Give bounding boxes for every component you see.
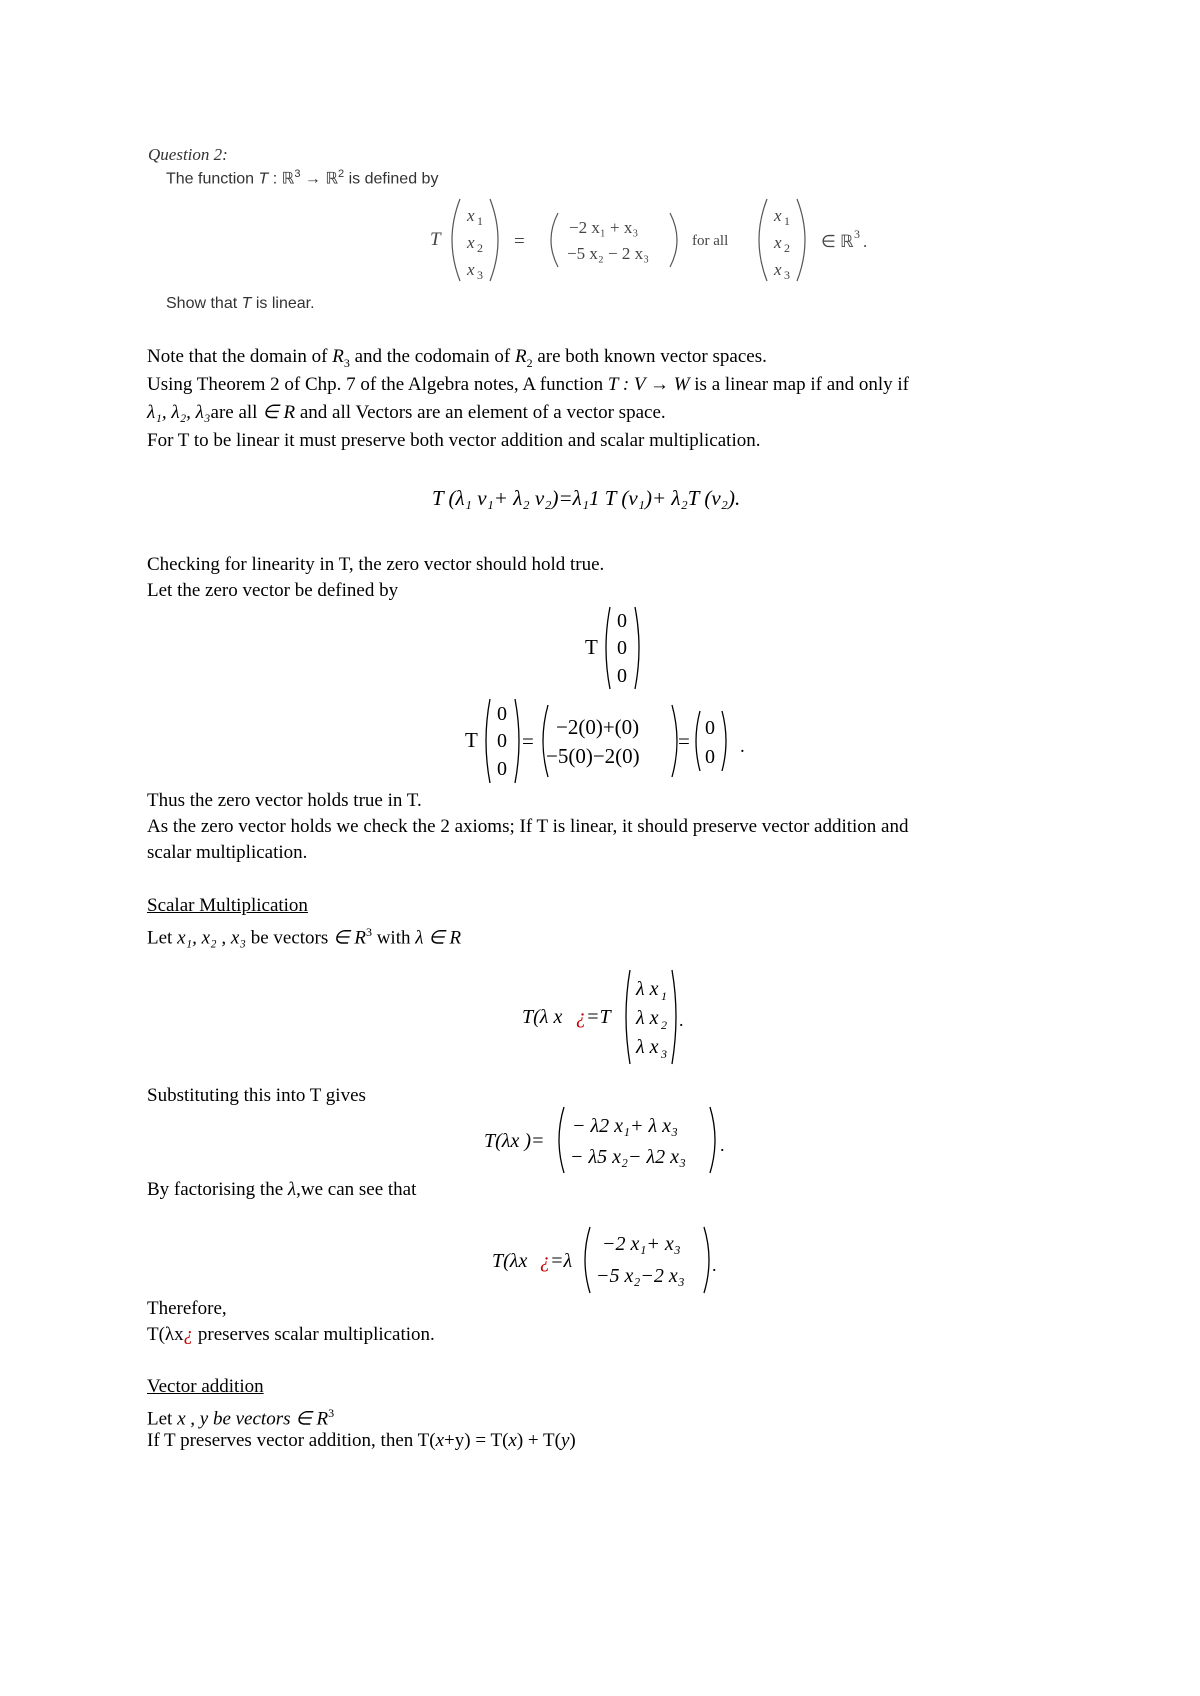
- p14-math: x , y be vectors ∈ R: [177, 1408, 329, 1430]
- fac-row2: −5 x₂−2 x₃: [596, 1265, 685, 1287]
- def-forall-rparen: [797, 199, 805, 281]
- def-x3: x: [467, 260, 475, 279]
- def-forall-lparen: [759, 199, 767, 281]
- intro-codomain-exp: 2: [338, 168, 345, 180]
- question-definition-equation: [430, 195, 950, 285]
- question-title: Question 2:: [148, 145, 228, 164]
- sm-r2: λ x: [636, 1007, 659, 1029]
- zero-vector-evaluation: [460, 697, 760, 787]
- sm-rparen: [672, 970, 676, 1064]
- zero-def-T: T: [585, 635, 598, 659]
- p9-exp: 3: [365, 925, 372, 939]
- equation-linearity: T (λ₁ v₁+ λ₂ v₂)=λ₁1 T (v₁)+ λ₂T (v₂).: [432, 486, 741, 510]
- p13-text: preserves scalar multiplication.: [197, 1324, 435, 1345]
- substitution-equation: [484, 1105, 734, 1175]
- sm-r1: λ x: [636, 978, 659, 1000]
- intro-domain: ℝ: [281, 170, 295, 188]
- p14-let: Let: [147, 1408, 173, 1430]
- factorised-equation: [492, 1225, 732, 1295]
- zero-eval-r1: 0: [705, 717, 715, 739]
- zero-eval-lparen: [486, 699, 490, 783]
- p15-y: y: [560, 1430, 570, 1451]
- p1-text-c: are both known vector spaces.: [537, 346, 767, 367]
- show-text-2: is linear.: [255, 295, 315, 312]
- paragraph-conclusion-scalar: [147, 1322, 435, 1348]
- sm-s1: 1: [661, 989, 667, 1003]
- p2-text-a: Using Theorem 2 of Chp. 7 of the Algebra notes, A function: [147, 374, 604, 395]
- p13-lhs: T(λx: [147, 1324, 184, 1345]
- p1-text-b: and the codomain of: [354, 346, 511, 367]
- p11-text-b: ,we can see that: [296, 1179, 417, 1200]
- zero-eval-res-rparen: [722, 711, 726, 771]
- sub-period: .: [720, 1135, 725, 1155]
- intro-codomain: ℝ: [325, 170, 339, 188]
- def-x2: x: [467, 233, 475, 252]
- def-row2: −5 x₂ − 2 x₃: [567, 244, 650, 263]
- p15-text-a: If T preserves vector addition, then T(: [147, 1430, 436, 1451]
- intro-arrow: →: [304, 170, 321, 188]
- sm-s3: 3: [661, 1047, 667, 1061]
- p9-let: Let: [147, 927, 173, 949]
- paragraph-zero-define: Let the zero vector be defined by: [147, 580, 399, 601]
- def-x1: x: [467, 206, 475, 225]
- def-fa-sub2: 2: [784, 241, 790, 255]
- zero-eval-rparen: [515, 699, 519, 783]
- show-T: T: [241, 295, 252, 312]
- def-lparen: [452, 199, 460, 281]
- p15-x2: x: [508, 1430, 517, 1451]
- paragraph-substituting: Substituting this into T gives: [147, 1085, 366, 1106]
- zero-eval-period: .: [740, 736, 745, 757]
- sm-eqT: =T: [586, 1006, 611, 1028]
- p14-exp: 3: [328, 1406, 335, 1420]
- def-sub3: 3: [477, 268, 483, 282]
- def-in: ∈ ℝ: [821, 232, 854, 251]
- def-rhs-rparen: [670, 213, 677, 267]
- zero-def-e1: 0: [617, 610, 627, 632]
- zero-eval-e1: 0: [497, 703, 507, 725]
- zero-def-e3: 0: [617, 665, 627, 687]
- p15-x: x: [435, 1430, 445, 1451]
- paragraph-lambdas: [147, 400, 666, 426]
- p15-text-d: ): [569, 1430, 576, 1451]
- sub-lparen: [559, 1107, 564, 1173]
- zero-eval-equals-2: =: [678, 729, 690, 753]
- fac-row1: −2 x₁+ x₃: [602, 1233, 681, 1255]
- p2-text-b: is a linear map if and only if: [694, 374, 910, 395]
- p9-text: be vectors: [250, 927, 329, 949]
- sm-red: ¿: [576, 1006, 586, 1028]
- def-rhs-lparen: [551, 213, 558, 267]
- intro-text-2: is defined by: [348, 170, 439, 188]
- p9-vectors: x₁, x₂ , x₃: [177, 927, 246, 949]
- zero-eval-res-lparen: [696, 711, 700, 771]
- question-intro: [166, 168, 438, 188]
- heading-scalar-multiplication: Scalar Multiplication: [147, 895, 308, 916]
- sm-period: .: [679, 1010, 684, 1030]
- scalar-mult-equation: [522, 968, 702, 1068]
- p15-text-c: ) + T(: [516, 1430, 561, 1451]
- p3-text-a: are all: [210, 402, 258, 423]
- def-fa-x2: x: [774, 233, 782, 252]
- p13-red: ¿: [183, 1324, 194, 1345]
- show-text: Show that: [166, 295, 238, 312]
- zero-eval-r2: 0: [705, 746, 715, 768]
- p1-R3: R: [332, 346, 344, 367]
- p1-R3-sub: 3: [343, 355, 350, 370]
- p1-R2: R: [514, 346, 527, 367]
- zero-vector-definition: [580, 605, 660, 691]
- sm-lhs: T(λ x: [522, 1006, 563, 1028]
- def-fa-sub3: 3: [784, 268, 790, 282]
- zero-eval-e3: 0: [497, 758, 507, 780]
- p3-lambdas: λ₁, λ₂, λ₃: [147, 402, 211, 423]
- sub-row2: − λ5 x₂− λ2 x₃: [570, 1146, 686, 1168]
- p9-with: with: [376, 927, 411, 949]
- def-sub1: 1: [477, 214, 483, 228]
- sm-lparen: [626, 970, 630, 1064]
- zero-def-lparen: [606, 607, 610, 689]
- def-forall: for all: [692, 233, 729, 249]
- fac-period: .: [712, 1255, 717, 1275]
- paragraph-zero-check: Checking for linearity in T, the zero vector should hold true.: [147, 554, 605, 575]
- paragraph-theorem: [147, 372, 909, 398]
- def-period: .: [863, 232, 868, 251]
- p11-text-a: By factorising the: [147, 1179, 284, 1200]
- sub-row1: − λ2 x₁+ λ x₃: [572, 1115, 678, 1137]
- p9-lambda: λ ∈ R: [415, 927, 462, 949]
- def-rparen: [490, 199, 498, 281]
- def-fa-x3: x: [774, 260, 782, 279]
- def-fa-x1: x: [774, 206, 782, 225]
- paragraph-axioms-cont: scalar multiplication.: [147, 842, 308, 863]
- p2-map: T : V → W: [607, 374, 690, 395]
- fac-eq: =λ: [550, 1250, 573, 1272]
- p11-lambda: λ: [287, 1179, 297, 1200]
- paragraph-preserve: For T to be linear it must preserve both vector addition and scalar multiplication.: [147, 430, 761, 451]
- def-equals: =: [514, 231, 525, 252]
- paragraph-vector-addition: [147, 1428, 576, 1454]
- zero-eval-row1: −2(0)+(0): [556, 715, 640, 739]
- fac-lhs: T(λx: [492, 1250, 528, 1272]
- zero-eval-e2: 0: [497, 730, 507, 752]
- sm-r3: λ x: [636, 1036, 659, 1058]
- def-in-exp: 3: [854, 227, 860, 241]
- intro-T: T: [258, 170, 269, 188]
- p3-text-b: and all Vectors are an element of a vector space.: [299, 402, 666, 423]
- def-fa-sub1: 1: [784, 214, 790, 228]
- paragraph-therefore: Therefore,: [147, 1298, 227, 1319]
- paragraph-zero-holds: Thus the zero vector holds true in T.: [147, 790, 422, 811]
- paragraph-let-vectors: [147, 919, 461, 951]
- heading-vector-addition: Vector addition: [147, 1376, 264, 1397]
- sub-rparen: [710, 1107, 715, 1173]
- zero-eval-T: T: [465, 728, 478, 752]
- p3-in-R: ∈ R: [262, 402, 296, 423]
- intro-text: The function: [166, 170, 255, 188]
- def-row1: −2 x₁ + x₃: [569, 218, 639, 237]
- paragraph-factorising: [147, 1177, 416, 1203]
- zero-eval-mid-rparen: [672, 705, 677, 777]
- question-instruction: [166, 295, 315, 313]
- fac-red: ¿: [540, 1250, 550, 1272]
- zero-eval-equals: =: [522, 729, 534, 753]
- def-T: T: [430, 229, 441, 250]
- intro-colon: :: [272, 170, 278, 188]
- p1-text-a: Note that the domain of: [147, 346, 328, 367]
- fac-lparen: [585, 1227, 590, 1293]
- sm-s2: 2: [661, 1018, 667, 1032]
- def-sub2: 2: [477, 241, 483, 255]
- zero-def-rparen: [635, 607, 639, 689]
- zero-eval-row2: −5(0)−2(0): [546, 744, 640, 768]
- p15-text-b: +y) = T(: [444, 1430, 509, 1451]
- paragraph-axioms: As the zero vector holds we check the 2 axioms; If T is linear, it should preserve vector addition and: [147, 816, 909, 837]
- sub-lhs: T(λx )=: [484, 1130, 545, 1152]
- p9-in-R: ∈ R: [333, 927, 366, 949]
- intro-domain-exp: 3: [294, 168, 301, 180]
- p1-R2-sub: 2: [526, 355, 533, 370]
- zero-def-e2: 0: [617, 637, 627, 659]
- fac-rparen: [704, 1227, 709, 1293]
